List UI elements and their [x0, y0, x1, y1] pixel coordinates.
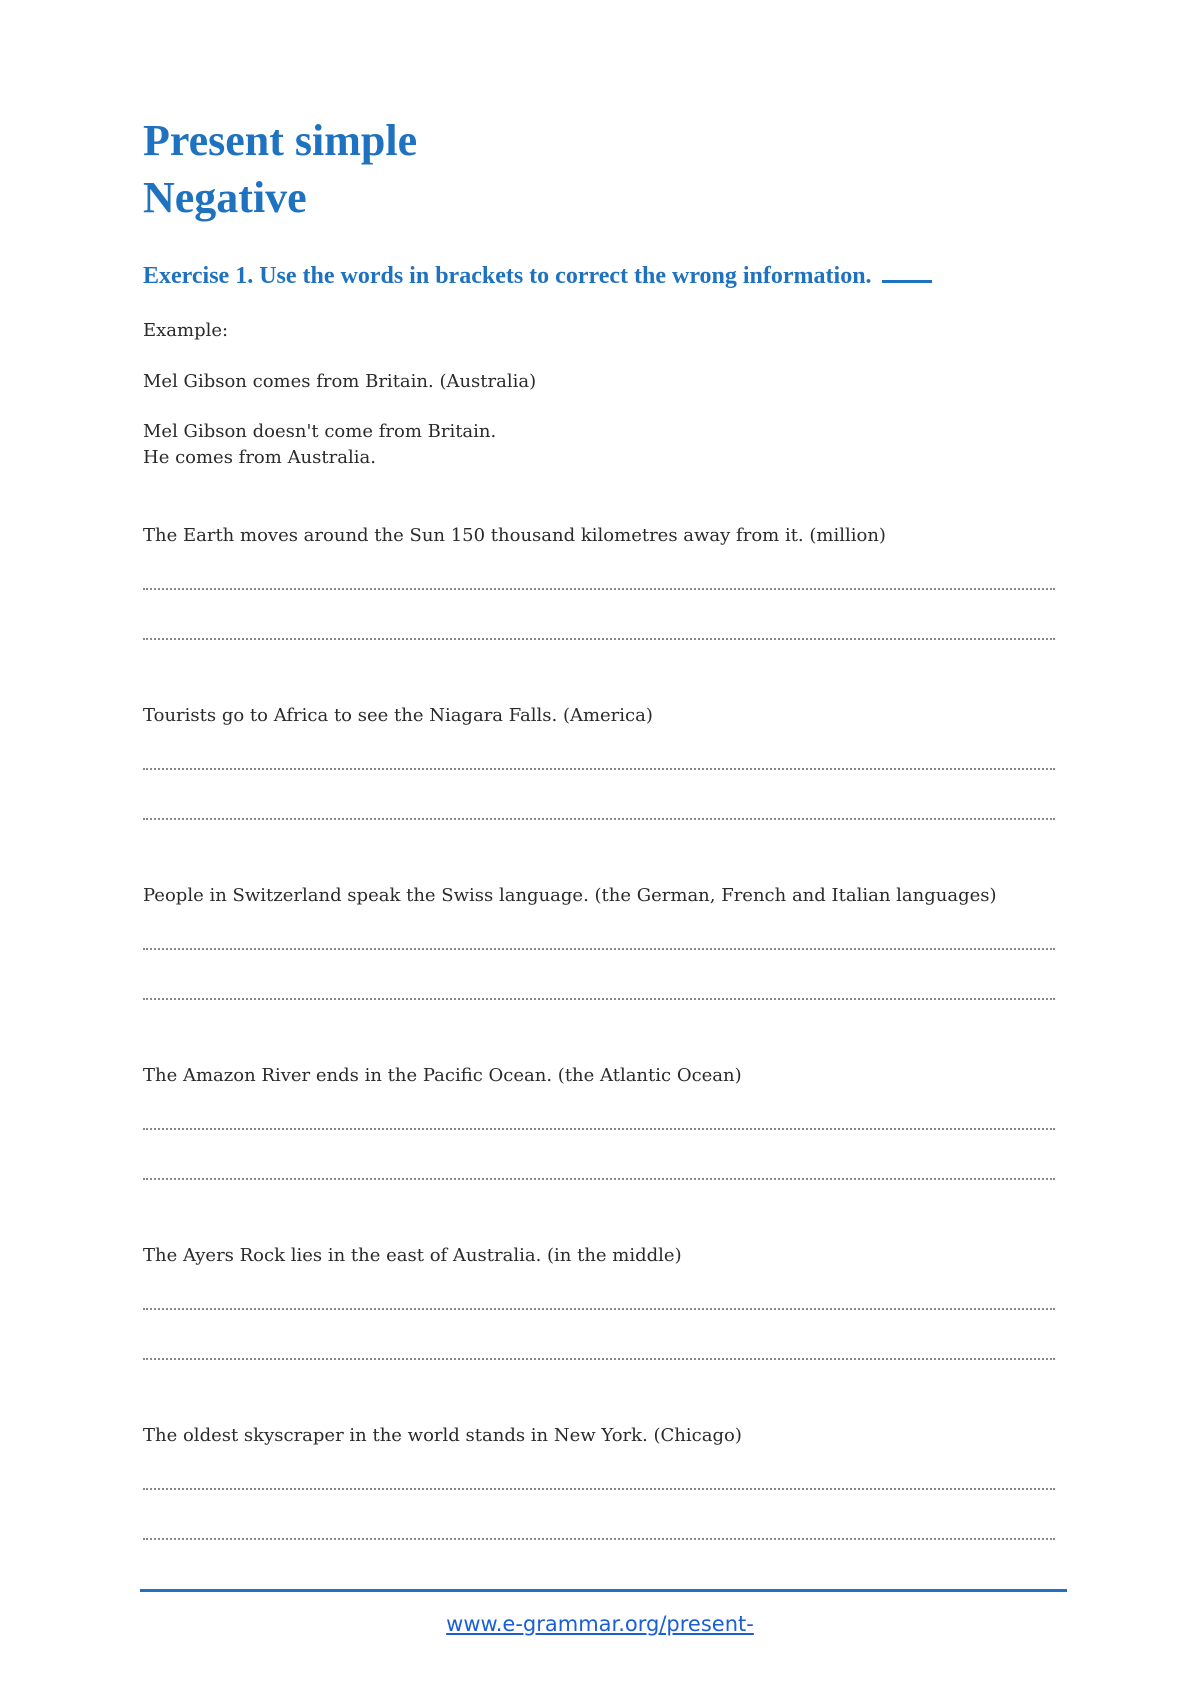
exercise-heading — [143, 262, 932, 290]
answer-line-1a[interactable] — [143, 586, 1055, 590]
answer-line-5a[interactable] — [143, 1306, 1055, 1310]
example-sentence: Mel Gibson comes from Britain. (Australia) — [143, 371, 537, 392]
title-line-1: Present simple — [143, 116, 418, 165]
exercise-instruction: Exercise 1. Use the words in brackets to correct the wrong information. — [143, 263, 872, 289]
answer-line-2a[interactable] — [143, 766, 1055, 770]
question-2: Tourists go to Africa to see the Niagara Falls. (America) — [143, 705, 653, 726]
answer-line-3b[interactable] — [143, 996, 1055, 1000]
answer-line-3a[interactable] — [143, 946, 1055, 950]
answer-line-2b[interactable] — [143, 816, 1055, 820]
question-6: The oldest skyscraper in the world stands in New York. (Chicago) — [143, 1425, 742, 1446]
question-4: The Amazon River ends in the Pacific Ocean. (the Atlantic Ocean) — [143, 1065, 742, 1086]
score-blank — [882, 262, 932, 283]
footer-divider — [140, 1589, 1067, 1592]
answer-line-6a[interactable] — [143, 1486, 1055, 1490]
page-title — [143, 112, 417, 226]
example-answer-line-2: He comes from Australia. — [143, 447, 376, 468]
answer-line-5b[interactable] — [143, 1356, 1055, 1360]
footer-link[interactable]: www.e-grammar.org/present- — [446, 1612, 754, 1636]
answer-line-6b[interactable] — [143, 1536, 1055, 1540]
example-label: Example: — [143, 320, 229, 341]
answer-line-1b[interactable] — [143, 636, 1055, 640]
question-5: The Ayers Rock lies in the east of Australia. (in the middle) — [143, 1245, 682, 1266]
title-line-2: Negative — [143, 173, 307, 222]
answer-line-4b[interactable] — [143, 1176, 1055, 1180]
question-3: People in Switzerland speak the Swiss language. (the German, French and Italian languages) — [143, 885, 997, 906]
question-1: The Earth moves around the Sun 150 thousand kilometres away from it. (million) — [143, 525, 886, 546]
answer-line-4a[interactable] — [143, 1126, 1055, 1130]
example-answer-line-1: Mel Gibson doesn't come from Britain. — [143, 421, 497, 442]
